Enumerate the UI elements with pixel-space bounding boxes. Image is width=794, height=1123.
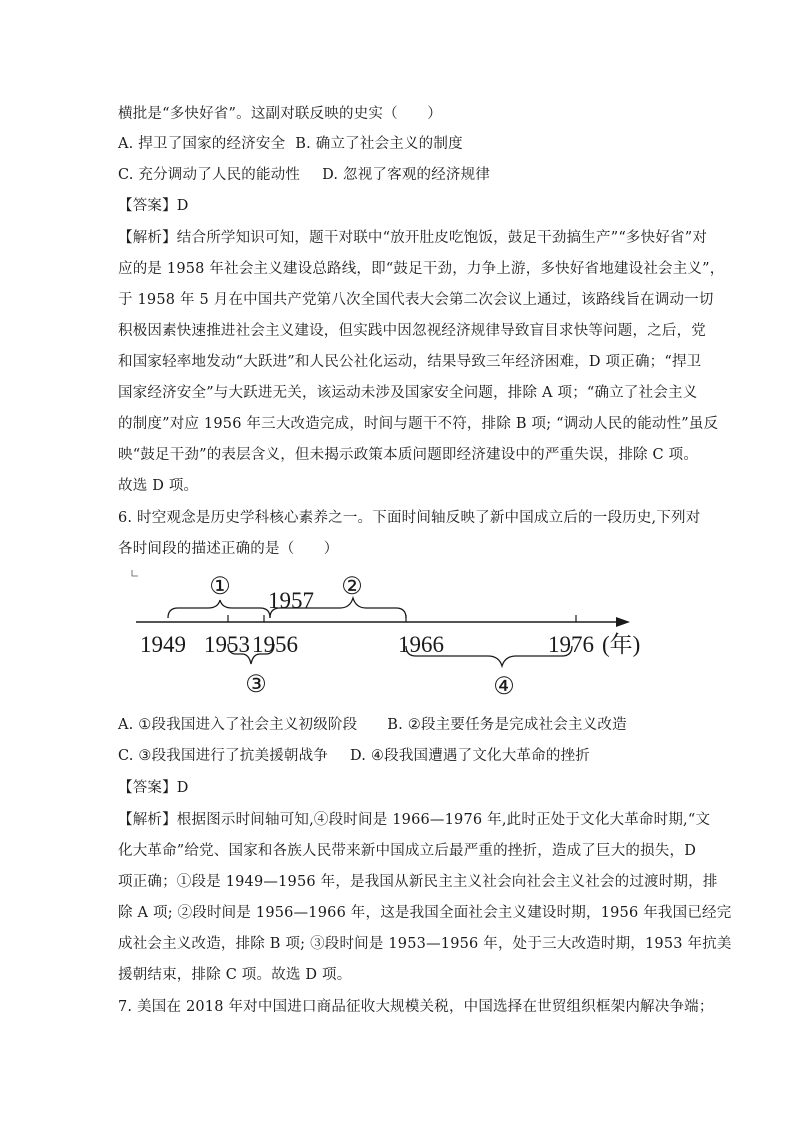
timeline-arrowhead: [616, 617, 630, 627]
q6-answer: 【答案】D: [118, 780, 189, 796]
q5-analysis-line: 映“鼓足干劲”的表层含义，但未揭示政策本质问题即经济建设中的严重失误，排除 C 项。: [118, 447, 699, 463]
axis-unit-label: (年): [602, 632, 641, 657]
corner-mark: [132, 570, 138, 576]
q6-options-ab: [118, 715, 688, 735]
q5-analysis-line: 国家经济安全”与大跃进无关，该运动未涉及国家安全问题，排除 A 项；“确立了社会主义: [118, 385, 698, 401]
q6-options-cd: [118, 746, 688, 766]
q5-stem: 横批是“多快好省”。这副对联反映的史实（ ）: [118, 106, 442, 122]
q6-analysis-line: 成社会主义改造，排除 B 项; ③段时间是 1953—1956 年，处于三大改造时期，1953 年抗美: [118, 936, 732, 952]
q6-analysis-line: 除 A 项; ②段时间是 1956—1966 年，这是我国全面社会主义建设时期，1956 年我国已经完: [118, 905, 732, 921]
q6-option-b: B. ②段主要任务是完成社会主义改造: [387, 717, 627, 733]
q6-stem-line: 6. 时空观念是历史学科核心素养之一。下面时间轴反映了新中国成立后的一段历史,下列对: [118, 510, 701, 526]
year-label-1953: 1953: [204, 632, 250, 657]
year-label-1949: 1949: [140, 632, 186, 657]
q5-analysis-line: 应的是 1958 年社会主义建设总路线，即“鼓足干劲，力争上游，多快好省地建设社会主义”，: [118, 261, 725, 277]
q5-analysis-line: 故选 D 项。: [118, 478, 199, 494]
timeline-figure: [118, 566, 678, 706]
q6-analysis-line: 援朝结束，排除 C 项。故选 D 项。: [118, 967, 352, 983]
q6-analysis-line: 项正确；①段是 1949—1956 年，是我国从新民主主义社会向社会主义社会的过渡时期，排: [118, 874, 718, 890]
q5-answer: 【答案】D: [118, 198, 189, 214]
q7-stem: 7. 美国在 2018 年对中国进口商品征收大规模关税，中国选择在世贸组织框架内解决争端；: [118, 999, 714, 1015]
q6-option-d: D. ④段我国遭遇了文化大革命的挫折: [350, 748, 590, 764]
year-label-1976: 1976: [548, 632, 594, 657]
year-label-1957: 1957: [268, 588, 314, 613]
q5-analysis-line: 积极因素快速推进社会主义建设，但实践中因忽视经济规律导致盲目求快等问题，之后，党: [118, 323, 706, 339]
q5-option-b: B. 确立了社会主义的制度: [295, 136, 463, 152]
q6-analysis-line: 【解析】根据图示时间轴可知,④段时间是 1966—1976 年,此时正处于文化大革命时期,“文: [118, 812, 711, 828]
year-label-1966: 1966: [398, 632, 444, 657]
q5-options-ab: [118, 134, 688, 154]
q6-analysis-line: 化大革命”给党、国家和各族人民带来新中国成立后最严重的挫折，造成了巨大的损失，D: [118, 843, 697, 859]
q5-analysis-line: 【解析】结合所学知识可知，题干对联中“放开肚皮吃饱饭，鼓足干劲搞生产”“多快好省”对: [118, 230, 708, 246]
segment-label-3: ③: [245, 672, 267, 698]
q5-option-d: D. 忽视了客观的经济规律: [322, 167, 491, 183]
q5-analysis-line: 的制度”对应 1956 年三大改造完成，时间与题干不符，排除 B 项; “调动人民的能动性”虽反: [118, 416, 719, 432]
segment-label-2: ②: [341, 574, 363, 600]
segment-label-1: ①: [209, 574, 231, 600]
q5-analysis-line: 和国家轻率地发动“大跃进”和人民公社化运动，结果导致三年经济困难，D 项正确；“捍卫: [118, 354, 702, 370]
segment-label-4: ④: [493, 674, 515, 700]
q6-option-a: A. ①段我国进入了社会主义初级阶段: [118, 717, 358, 733]
q5-analysis-line: 于 1958 年 5 月在中国共产党第八次全国代表大会第二次会议上通过，该路线旨在调动一切: [118, 292, 714, 308]
q5-option-c: C. 充分调动了人民的能动性: [118, 167, 301, 183]
brace-segment-1: [168, 600, 270, 618]
q5-options-cd: [118, 165, 688, 185]
year-label-1956: 1956: [252, 632, 298, 657]
q6-stem-line: 各时间段的描述正确的是（ ）: [118, 541, 339, 557]
q6-option-c: C. ③段我国进行了抗美援朝战争: [118, 748, 328, 764]
q5-option-a: A. 捍卫了国家的经济安全: [118, 136, 286, 152]
